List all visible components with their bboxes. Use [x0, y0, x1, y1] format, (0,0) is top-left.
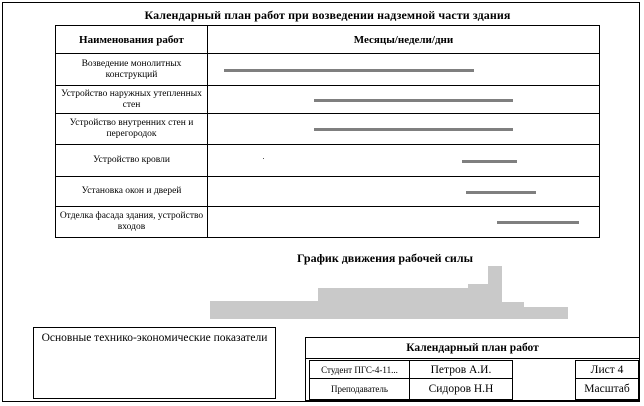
- workforce-segment: [318, 288, 356, 319]
- table-row: [56, 86, 600, 114]
- workforce-segment: [282, 301, 318, 319]
- workforce-segment: [356, 288, 394, 319]
- workforce-segment: [246, 301, 282, 319]
- workforce-segment: [524, 307, 568, 319]
- schedule-bar: [462, 160, 517, 163]
- table-row: [56, 54, 600, 86]
- schedule-bar: [314, 99, 513, 102]
- table-row: [56, 145, 600, 177]
- header-work-names: Наименования работ: [56, 26, 208, 54]
- sheet-number: Лист 4: [575, 360, 639, 379]
- teacher-name: Сидоров Н.Н: [409, 378, 513, 400]
- timeline-cell: [208, 177, 600, 207]
- workforce-segment: [502, 302, 524, 319]
- student-name: Петров А.И.: [409, 360, 513, 379]
- workforce-segment: [488, 266, 502, 319]
- timeline-cell: [208, 145, 600, 177]
- timeline-cell: [208, 86, 600, 114]
- teacher-label: Преподаватель: [309, 378, 410, 400]
- work-name: Устройство кровли: [56, 145, 208, 177]
- stamp-title: Календарный план работ: [306, 338, 639, 359]
- indicators-box: [33, 327, 276, 399]
- header-timeline: Месяцы/недели/дни: [208, 26, 600, 54]
- work-name: Устройство внутренних стен и перегородок: [56, 114, 208, 145]
- scale-label: Масштаб: [575, 378, 639, 400]
- timeline-cell: [208, 54, 600, 86]
- workforce-segment: [210, 301, 246, 319]
- work-name: Возведение монолитных конструкций: [56, 54, 208, 86]
- workforce-segment: [394, 288, 432, 319]
- stray-dot: [263, 158, 264, 159]
- timeline-cell: [208, 114, 600, 145]
- workforce-segment: [432, 288, 468, 319]
- table-row: [56, 177, 600, 207]
- work-name: Установка окон и дверей: [56, 177, 208, 207]
- main-title: Календарный план работ при возведении надземной части здания: [144, 8, 511, 22]
- schedule-bar: [224, 69, 474, 72]
- workforce-title: График движения рабочей силы: [297, 251, 473, 265]
- title-block: [305, 337, 640, 401]
- workforce-chart: [210, 264, 588, 319]
- work-name: Устройство наружных утепленных стен: [56, 86, 208, 114]
- workforce-segment: [468, 284, 488, 319]
- indicators-title: Основные технико-экономические показатели: [41, 332, 268, 344]
- schedule-bar: [497, 221, 579, 224]
- student-label: Студент ПГС-4-11...: [309, 360, 410, 379]
- schedule-bar: [314, 128, 513, 131]
- table-row: [56, 207, 600, 238]
- schedule-bar: [466, 191, 536, 194]
- schedule-table: [55, 25, 600, 238]
- work-name: Отделка фасада здания, устройство входов: [56, 207, 208, 238]
- timeline-cell: [208, 207, 600, 238]
- table-row: [56, 114, 600, 145]
